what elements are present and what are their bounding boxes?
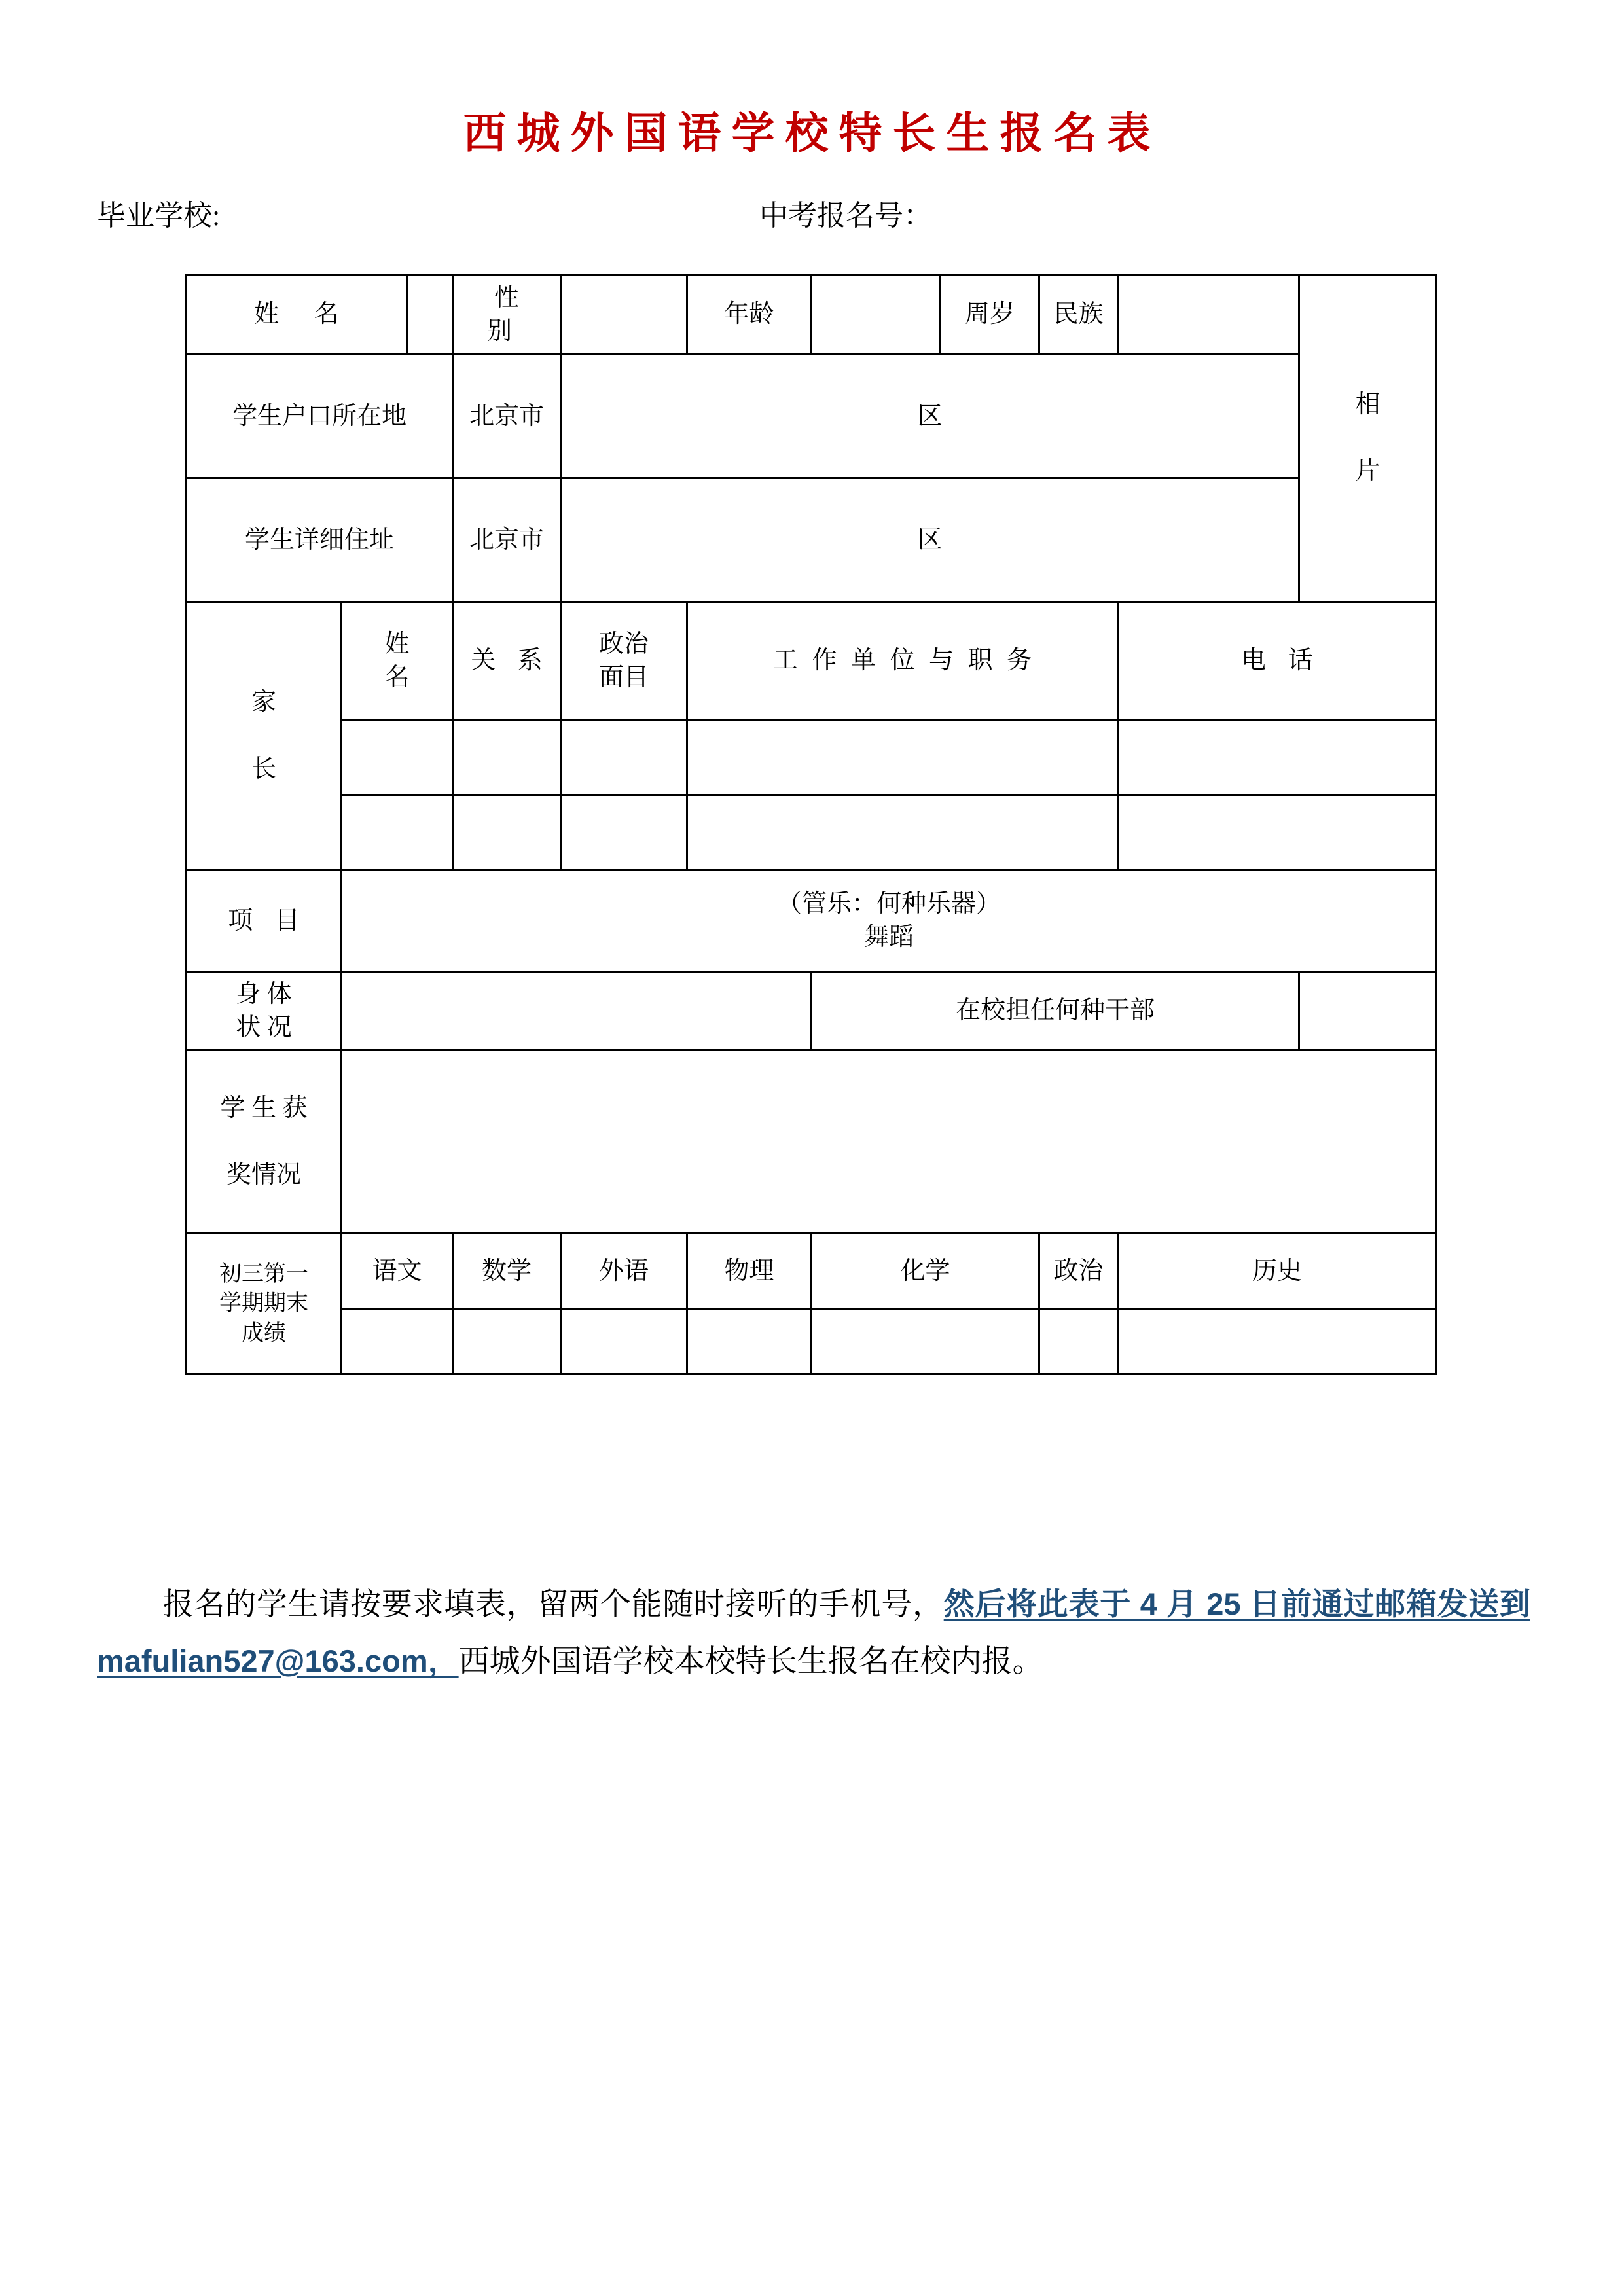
awards-label-line2: 奖情况 bbox=[226, 1160, 301, 1189]
parent-1-workunit[interactable] bbox=[687, 720, 1118, 795]
footer-instructions bbox=[97, 1576, 1530, 1690]
health-value[interactable] bbox=[342, 972, 812, 1050]
grades-label-line2: 学期期末 bbox=[219, 1291, 308, 1316]
table-row-program bbox=[187, 870, 1437, 972]
footer-text-part2: 西城外国语学校本校特长生报名在校内报。 bbox=[458, 1645, 1043, 1679]
ethnicity-value[interactable] bbox=[1118, 275, 1299, 355]
submission-email-link[interactable]: 然后将此表于 4 月 25 日前通过邮箱发送到 mafulian527@163.com， bbox=[97, 1587, 1530, 1678]
parent-2-relation[interactable] bbox=[453, 795, 561, 870]
age-value[interactable] bbox=[812, 275, 941, 355]
awards-label bbox=[187, 1050, 342, 1234]
table-row-parent-1 bbox=[187, 720, 1437, 795]
grades-score-cell[interactable] bbox=[812, 1309, 1039, 1374]
parents-section-label bbox=[187, 602, 342, 870]
parent-name-header bbox=[342, 602, 453, 720]
parent-name-header-line1: 姓 bbox=[384, 630, 410, 658]
grades-score-cell[interactable] bbox=[561, 1309, 687, 1374]
parent-political-header bbox=[561, 602, 687, 720]
parents-label-line1: 家 bbox=[251, 689, 276, 717]
registration-form-table bbox=[185, 274, 1437, 1375]
age-label: 年龄 bbox=[687, 275, 812, 355]
awards-label-line1: 学 生 获 bbox=[220, 1094, 308, 1122]
graduating-school-label: 毕业学校: bbox=[97, 200, 221, 232]
grades-section-label bbox=[187, 1234, 342, 1374]
page-title: 西城外国语学校特长生报名表 bbox=[463, 107, 1161, 158]
grades-label-line3: 成绩 bbox=[242, 1321, 286, 1346]
table-row-parent-2 bbox=[187, 795, 1437, 870]
parent-political-header-line1: 政治 bbox=[599, 630, 649, 658]
health-label bbox=[187, 972, 342, 1050]
grades-score-cell[interactable] bbox=[1118, 1309, 1437, 1374]
hukou-city: 北京市 bbox=[453, 355, 561, 478]
parent-political-header-line2: 面目 bbox=[599, 663, 649, 691]
parent-2-name[interactable] bbox=[342, 795, 453, 870]
name-value[interactable] bbox=[407, 275, 453, 355]
grades-subject-header: 化学 bbox=[812, 1234, 1039, 1309]
header-fields bbox=[97, 196, 1537, 236]
program-value-line2: 舞蹈 bbox=[864, 924, 914, 951]
parent-2-phone[interactable] bbox=[1118, 795, 1437, 870]
photo-placeholder bbox=[1299, 275, 1437, 602]
awards-value[interactable] bbox=[342, 1050, 1437, 1234]
grades-subject-header: 政治 bbox=[1039, 1234, 1118, 1309]
photo-label-line1: 相 bbox=[1355, 391, 1380, 419]
health-label-line2: 状 况 bbox=[236, 1013, 292, 1041]
grades-subject-header: 外语 bbox=[561, 1234, 687, 1309]
hukou-label: 学生户口所在地 bbox=[187, 355, 453, 478]
parent-name-header-line2: 名 bbox=[384, 663, 410, 691]
photo-label-line2: 片 bbox=[1355, 457, 1380, 485]
grades-score-cell[interactable] bbox=[1039, 1309, 1118, 1374]
table-row-grades-values bbox=[187, 1309, 1437, 1374]
grades-subject-header: 语文 bbox=[342, 1234, 453, 1309]
grades-subject-header: 物理 bbox=[687, 1234, 812, 1309]
hukou-district[interactable]: 区 bbox=[561, 355, 1299, 478]
grades-score-cell[interactable] bbox=[687, 1309, 812, 1374]
parent-1-relation[interactable] bbox=[453, 720, 561, 795]
grades-subject-header: 历史 bbox=[1118, 1234, 1437, 1309]
gender-value[interactable] bbox=[561, 275, 687, 355]
footer-text-part1: 报名的学生请按要求填表，留两个能随时接听的手机号， bbox=[162, 1588, 944, 1622]
table-row-health bbox=[187, 972, 1437, 1050]
parent-workunit-header: 工 作 单 位 与 职 务 bbox=[687, 602, 1118, 720]
table-row-awards bbox=[187, 1050, 1437, 1234]
grades-subject-header: 数学 bbox=[453, 1234, 561, 1309]
program-value-line1: （管乐：何种乐器） bbox=[777, 890, 1001, 918]
table-row-address bbox=[187, 478, 1437, 602]
address-label: 学生详细住址 bbox=[187, 478, 453, 602]
ethnicity-label: 民族 bbox=[1039, 275, 1118, 355]
table-row-basic-info bbox=[187, 275, 1437, 355]
cadre-label: 在校担任何种干部 bbox=[812, 972, 1299, 1050]
address-city: 北京市 bbox=[453, 478, 561, 602]
table-row-parent-header bbox=[187, 602, 1437, 720]
table-row-grades-header bbox=[187, 1234, 1437, 1309]
age-unit-label: 周岁 bbox=[941, 275, 1039, 355]
parent-1-phone[interactable] bbox=[1118, 720, 1437, 795]
parent-phone-header: 电 话 bbox=[1118, 602, 1437, 720]
grades-score-cell[interactable] bbox=[342, 1309, 453, 1374]
program-label: 项 目 bbox=[187, 870, 342, 972]
cadre-value[interactable] bbox=[1299, 972, 1437, 1050]
grades-label-line1: 初三第一 bbox=[219, 1261, 308, 1286]
parent-1-political[interactable] bbox=[561, 720, 687, 795]
parent-1-name[interactable] bbox=[342, 720, 453, 795]
health-label-line1: 身 体 bbox=[236, 980, 292, 1008]
exam-number-label: 中考报名号： bbox=[759, 200, 932, 232]
parent-2-political[interactable] bbox=[561, 795, 687, 870]
gender-label: 性 别 bbox=[453, 275, 561, 355]
table-row-hukou bbox=[187, 355, 1437, 478]
address-district[interactable]: 区 bbox=[561, 478, 1299, 602]
grades-score-cell[interactable] bbox=[453, 1309, 561, 1374]
parents-label-line2: 长 bbox=[251, 755, 276, 783]
name-label: 姓 名 bbox=[187, 275, 407, 355]
program-value[interactable] bbox=[342, 870, 1437, 972]
parent-relation-header: 关 系 bbox=[453, 602, 561, 720]
parent-2-workunit[interactable] bbox=[687, 795, 1118, 870]
